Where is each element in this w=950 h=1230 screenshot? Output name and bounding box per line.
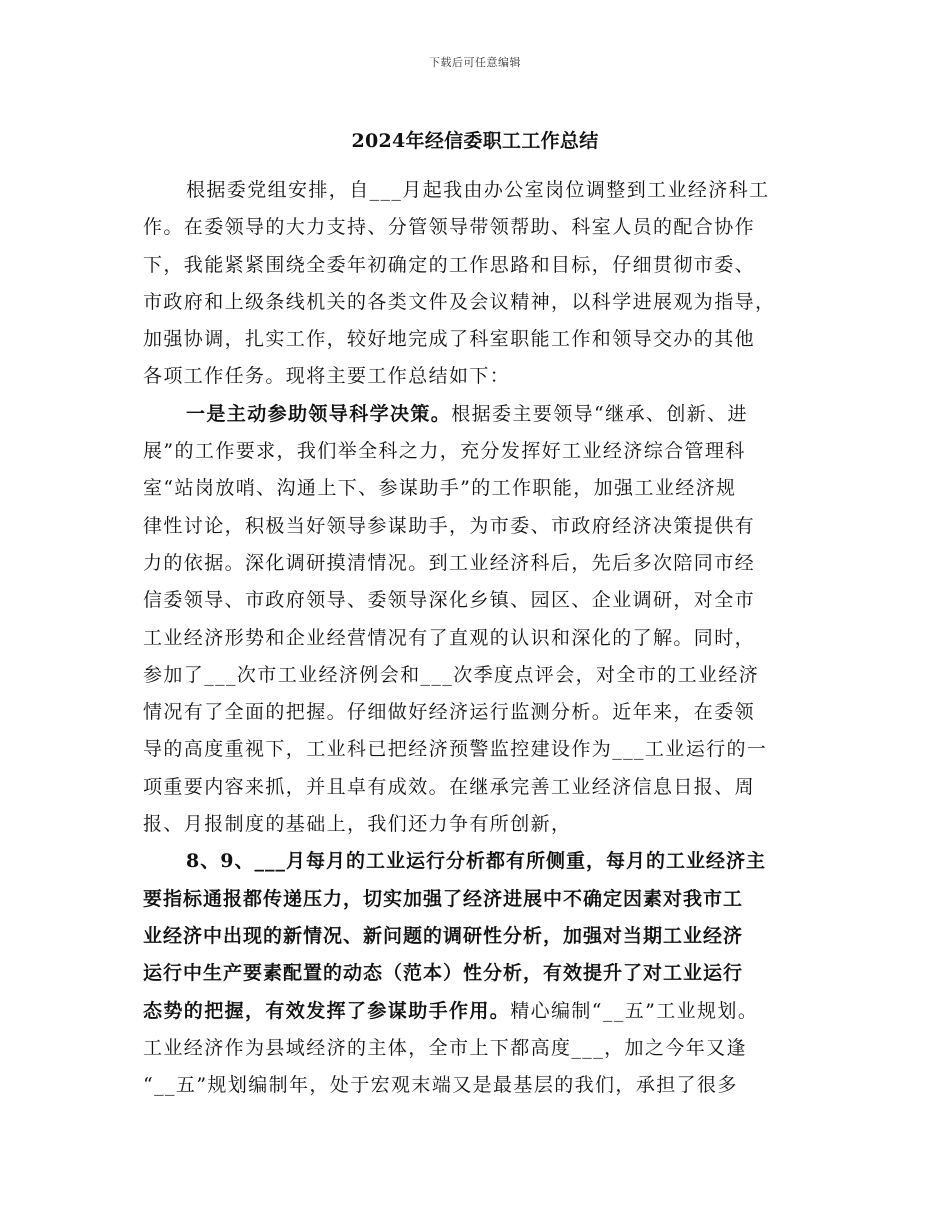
paragraph-line: 报、月报制度的基础上，我们还力争有所创新， [143, 813, 572, 836]
paragraph-line: 项重要内容来抓，并且卓有成效。在继承完善工业经济信息日报、周 [143, 775, 756, 798]
paragraph-line: 室“站岗放哨、沟通上下、参谋助手”的工作职能，加强工业经济规 [143, 477, 737, 500]
paragraph-line-bold: 要指标通报都传递压力，切实加强了经济进展中不确定因素对我市工 [143, 887, 744, 910]
paragraph-line-bold: 8、9、___月每月的工业运行分析都有所侧重，每月的工业经济主 [186, 850, 766, 873]
paragraph-line: 根据委党组安排，自___月起我由办公室岗位调整到工业经济科工 [186, 179, 770, 201]
paragraph-line: 作。在委领导的大力支持、分管领导带领帮助、科室人员的配合协作 [143, 216, 756, 239]
bold-text: 态势的把握，有效发挥了参谋助手作用。 [143, 999, 511, 1022]
paragraph-line: 参加了___次市工业经济例会和___次季度点评会，对全市的工业经济 [143, 663, 760, 686]
paragraph-line: 情况有了全面的把握。仔细做好经济运行监测分析。近年来，在委领 [143, 701, 756, 724]
header-note: 下载后可任意编辑 [429, 56, 521, 69]
paragraph-line: 下，我能紧紧围绕全委年初确定的工作思路和目标，仔细贯彻市委、 [143, 253, 756, 276]
paragraph-line: 市政府和上级条线机关的各类文件及会议精神，以科学进展观为指导， [143, 290, 776, 313]
paragraph-text: 根据委主要领导“继承、创新、进 [451, 402, 748, 425]
document-body [143, 172, 815, 1104]
paragraph-line: “__五”规划编制年，处于宏观末端又是最基层的我们，承担了很多 [143, 1074, 738, 1097]
document-title: 2024年经信委职工工作总结 [351, 130, 599, 152]
paragraph-line: 导的高度重视下，工业科已把经济预警监控建设作为___工业运行的一 [143, 738, 768, 761]
paragraph-line: 加强协调，扎实工作，较好地完成了科室职能工作和领导交办的其他 [143, 328, 756, 351]
paragraph-line: 力的依据。深化调研摸清情况。到工业经济科后，先后多次陪同市经 [143, 551, 756, 574]
paragraph-line: 工业经济形势和企业经营情况有了直观的认识和深化的了解。同时， [143, 626, 756, 649]
paragraph-line-bold: 运行中生产要素配置的动态（范本）性分析，有效提升了对工业运行 [143, 962, 744, 985]
paragraph-line-bold: 业经济中出现的新情况、新问题的调研性分析，加强对当期工业经济 [143, 924, 744, 947]
paragraph-line: 展”的工作要求，我们举全科之力，充分发挥好工业经济综合管理科 [143, 440, 746, 463]
section-heading-inline: 一是主动参助领导科学决策。 [186, 402, 452, 425]
paragraph-line [143, 993, 815, 1030]
paragraph-text: 精心编制“__五”工业规划。 [510, 999, 759, 1022]
paragraph-line: 各项工作任务。现将主要工作总结如下： [143, 365, 511, 388]
paragraph-line: 工业经济作为县域经济的主体，全市上下都高度___，加之今年又逢 [143, 1036, 747, 1059]
paragraph-line [143, 396, 815, 433]
paragraph-line: 信委领导、市政府领导、委领导深化乡镇、园区、企业调研，对全市 [143, 589, 756, 612]
paragraph-line: 律性讨论，积极当好领导参谋助手，为市委、市政府经济决策提供有 [143, 514, 756, 537]
